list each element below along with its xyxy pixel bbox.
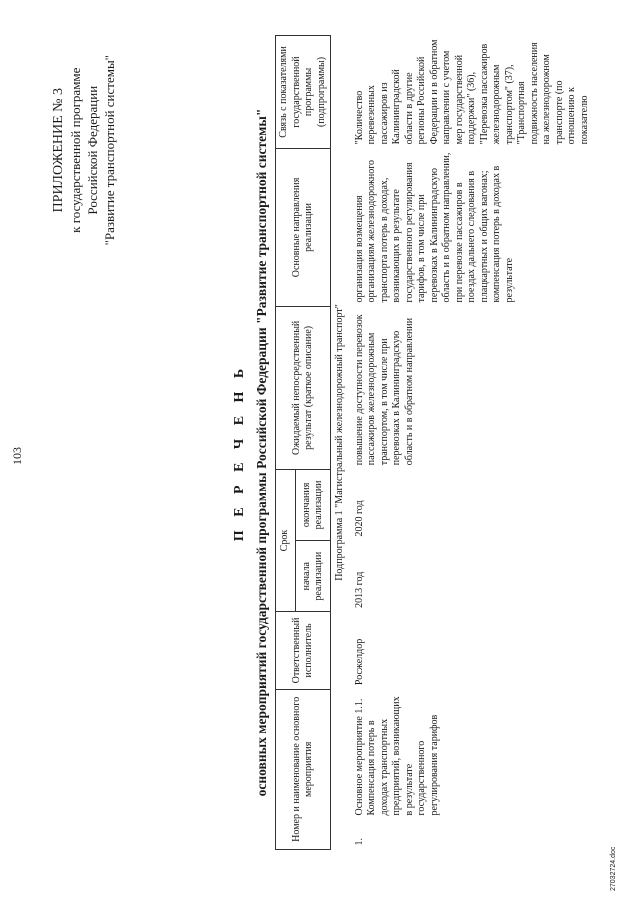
appendix-line-2: к государственной программе (68, 67, 83, 233)
header-term: Срок (276, 469, 296, 612)
header-end: окончания реализации (296, 469, 331, 540)
cell-link: "Количество перевезенных пассажиров из Калининградской области в другие регионы Российской Федерации и в обратном направлении с учетом мер государственной поддержки" (36), "Перевозка пассажиров железнодорожным транспортом" (37), "Транспортная подвижность населения на железнодорожном транспорте (по отношению к показателю (353, 39, 590, 145)
appendix-line-4: "Развитие транспортной системы" (102, 55, 117, 246)
row-number: 1. (353, 838, 365, 846)
header-link: Связь с показателями государственной программы (подпрограммы) (276, 36, 331, 149)
header-number-name: Номер и наименование основного мероприятия (276, 689, 331, 849)
cell-directions: организация возмещения организациям железнодорожного транспорта потерь в доходах, возникающих в результате государственного регулирования тарифов, в том числе при перевозках в Калининградскую область и в обратном направлении, при перевозке пассажиров в поездах дальнего следования в плацкартных и общих вагонах; компенсация потерь в доходах в результате (353, 152, 515, 303)
appendix-line-3: Российской Федерации (85, 85, 100, 215)
cell-number-name (351, 689, 595, 849)
header-executor: Ответственный исполнитель (276, 612, 331, 689)
cell-end: 2020 год (353, 500, 365, 537)
appendix-line-1: ПРИЛОЖЕНИЕ № 3 (51, 87, 66, 213)
subprogram-title: Подпрограмма 1 "Магистральный железнодорожный транспорт" (334, 304, 345, 581)
footer-filename: 27032724.doc (610, 846, 617, 891)
measures-table (275, 35, 594, 850)
cell-result: повышение доступности перевозок пассажиров железнодорожным транспортом, в том числе при перевозках в Калининградскую область и в обратном направлении (353, 314, 415, 466)
header-start: начала реализации (296, 541, 331, 612)
appendix-block (50, 55, 118, 245)
cell-executor: Росжелдор (353, 638, 365, 686)
table-row (351, 36, 595, 850)
row-measure-name: Основное мероприятие 1.1. Компенсация потерь в доходах транспортных предприятий, возникающих в результате государственного регулирования тарифов (353, 696, 440, 816)
document-heading: П Е Р Е Ч Е Н Ь (232, 363, 247, 542)
header-directions: Основные направления реализации (276, 148, 331, 306)
document-subheading: основных мероприятий государственной программы Российской Федерации "Развитие транспортной системы" (254, 108, 269, 797)
header-result: Ожидаемый непосредственный результат (краткое описание) (276, 306, 331, 469)
page-number: 103 (10, 447, 24, 465)
cell-start: 2013 год (353, 571, 365, 608)
